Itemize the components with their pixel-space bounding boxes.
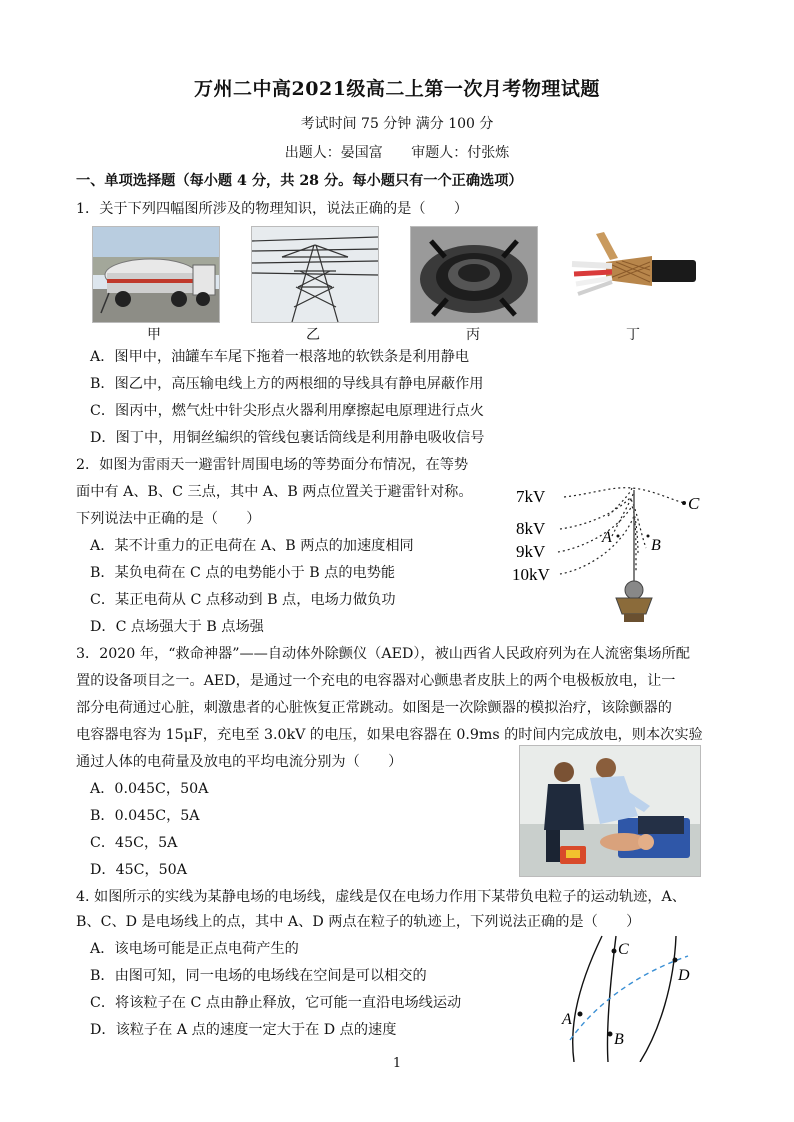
setter: 出题人：晏国富: [284, 145, 383, 161]
gas-stove-image: [410, 226, 538, 323]
page-title: 万州二中高2021级高二上第一次月考物理试题: [194, 78, 600, 100]
q4-option-a: A．该电场可能是正点电荷产生的: [90, 941, 299, 957]
caption-bing: 丙: [466, 327, 480, 343]
q3-option-c: C．45C，5A: [90, 835, 178, 851]
q3-stem-line3: 部分电荷通过心脏，刺激患者的心脏恢复正常跳动。如图是一次除颤器的模拟治疗，该除颤器的: [76, 700, 672, 716]
potential-10kv: 10kV: [512, 565, 550, 584]
potential-9kv: 9kV: [516, 542, 546, 561]
point-b-label: B: [651, 537, 661, 554]
q3-option-a: A．0.045C，50A: [90, 781, 209, 797]
q3-option-b: B．0.045C，5A: [90, 808, 200, 824]
caption-yi: 乙: [306, 327, 320, 343]
q3-stem-line1: 3．2020 年，“救命神器”——自动体外除颤仪（AED），被山西省人民政府列为在人流密集场所配: [76, 646, 690, 662]
q2-option-d: D．C 点场强大于 B 点场强: [90, 619, 264, 635]
field-point-d-label: D: [678, 967, 690, 984]
tanker-truck-image: [92, 226, 220, 323]
q4-option-c: C．将该粒子在 C 点由静止释放，它可能一直沿电场线运动: [90, 995, 462, 1011]
q2-stem-line3: 下列说法中正确的是（ ）: [76, 511, 261, 527]
potential-7kv: 7kV: [516, 487, 546, 506]
q2-stem-line2: 面中有 A、B、C 三点，其中 A、B 两点位置关于避雷针对称。: [76, 484, 473, 500]
q2-option-c: C．某正电荷从 C 点移动到 B 点，电场力做负功: [90, 592, 396, 608]
point-c-label: C: [688, 494, 700, 513]
field-point-c-label: C: [618, 941, 629, 958]
q3-option-d: D．45C，50A: [90, 862, 187, 878]
authors: [0, 142, 794, 162]
field-lines-figure: [556, 934, 706, 1062]
lightning-rod-figure: [512, 476, 712, 622]
q1-option-a: A．图甲中，油罐车车尾下拖着一根落地的软铁条是利用静电: [90, 349, 470, 365]
q4-stem-line1: 4. 如图所示的实线为某静电场的电场线，虚线是仅在电场力作用下某带负电粒子的运动轨迹，A、: [76, 889, 686, 905]
q2-stem-line1: 2．如图为雷雨天一避雷针周围电场的等势面分布情况，在等势: [76, 457, 469, 473]
exam-info: 考试时间 75 分钟 满分 100 分: [300, 116, 494, 132]
caption-jia: 甲: [147, 327, 161, 343]
q2-option-b: B．某负电荷在 C 点的电势能小于 B 点的电势能: [90, 565, 396, 581]
q1-option-b: B．图乙中，高压输电线上方的两根细的导线具有静电屏蔽作用: [90, 376, 484, 392]
section-heading: 一、单项选择题（每小题 4 分，共 28 分。每小题只有一个正确选项）: [76, 173, 523, 189]
potential-8kv: 8kV: [516, 519, 546, 538]
q4-option-d: D．该粒子在 A 点的速度一定大于在 D 点的速度: [90, 1022, 397, 1038]
shielded-cable-image: [566, 226, 698, 321]
page-number: 1: [392, 1056, 402, 1071]
field-point-a-label: A: [562, 1011, 572, 1028]
q1-option-c: C．图丙中，燃气灶中针尖形点火器利用摩擦起电原理进行点火: [90, 403, 484, 419]
q4-option-b: B．由图可知，同一电场的电场线在空间是可以相交的: [90, 968, 427, 984]
q1-option-d: D．图丁中，用铜丝编织的管线包裹话筒线是利用静电吸收信号: [90, 430, 485, 446]
q1-stem: 1．关于下列四幅图所涉及的物理知识，说法正确的是（ ）: [76, 201, 469, 217]
q3-stem-line4: 电容器电容为 15μF，充电至 3.0kV 的电压，如果电容器在 0.9ms 的时间内完成放电，则本次实验: [76, 727, 703, 743]
point-a-label: A: [602, 529, 612, 546]
field-point-b-label: B: [614, 1031, 624, 1048]
q3-stem-line2: 置的设备项目之一。AED，是通过一个充电的电容器对心颤患者皮肤上的两个电极板放电，让一: [76, 673, 676, 689]
q3-stem-line5: 通过人体的电荷量及放电的平均电流分别为（ ）: [76, 754, 403, 770]
reviewer: 审题人：付张炼: [411, 145, 510, 161]
power-tower-image: [251, 226, 379, 323]
q4-stem-line2: B、C、D 是电场线上的点，其中 A、D 两点在粒子的轨迹上，下列说法正确的是（ ）: [76, 914, 641, 930]
q2-option-a: A．某不计重力的正电荷在 A、B 两点的加速度相同: [90, 538, 414, 554]
caption-ding: 丁: [626, 327, 640, 343]
aed-training-photo: [519, 745, 701, 877]
